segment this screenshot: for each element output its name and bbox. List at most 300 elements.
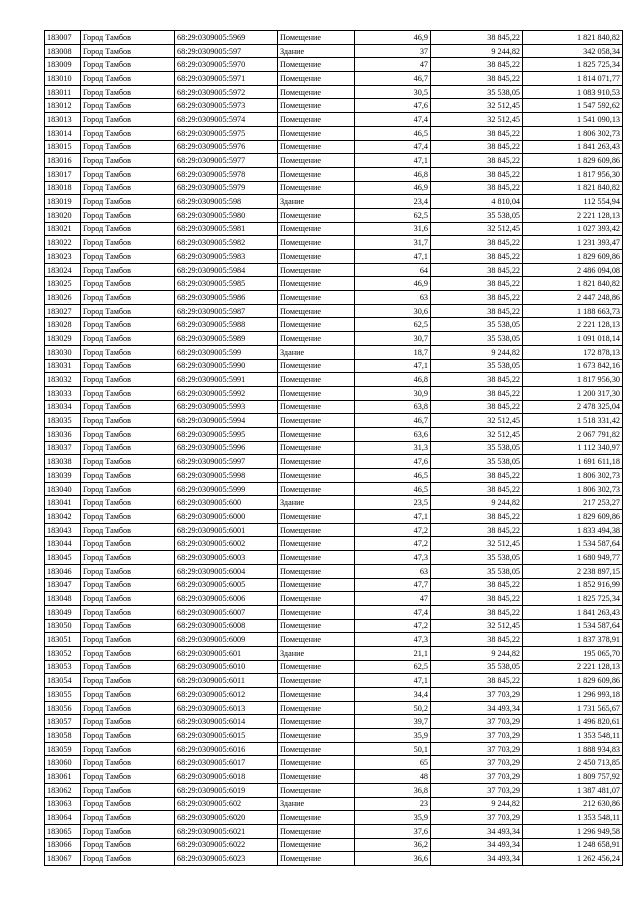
object-type-cell: Помещение bbox=[278, 523, 355, 537]
cadastral-number-cell: 68:29:0309005:6005 bbox=[175, 578, 278, 592]
municipality-cell: Город Тамбов bbox=[81, 797, 175, 811]
table-row bbox=[45, 277, 623, 291]
municipality-cell: Город Тамбов bbox=[81, 496, 175, 510]
row-number-cell: 183051 bbox=[45, 633, 81, 647]
municipality-cell: Город Тамбов bbox=[81, 291, 175, 305]
specific-value-cell: 38 845,22 bbox=[431, 236, 523, 250]
cadastral-number-cell: 68:29:0309005:6012 bbox=[175, 688, 278, 702]
object-type-cell: Помещение bbox=[278, 729, 355, 743]
area-cell: 47,2 bbox=[355, 537, 431, 551]
cadastral-value-cell: 1 852 916,99 bbox=[523, 578, 623, 592]
object-type-cell: Помещение bbox=[278, 386, 355, 400]
object-type-cell: Помещение bbox=[278, 824, 355, 838]
area-cell: 47,4 bbox=[355, 113, 431, 127]
row-number-cell: 183033 bbox=[45, 386, 81, 400]
cadastral-value-cell: 1 817 956,30 bbox=[523, 373, 623, 387]
row-number-cell: 183039 bbox=[45, 469, 81, 483]
cadastral-number-cell: 68:29:0309005:5985 bbox=[175, 277, 278, 291]
municipality-cell: Город Тамбов bbox=[81, 605, 175, 619]
table-row bbox=[45, 441, 623, 455]
object-type-cell: Помещение bbox=[278, 250, 355, 264]
cadastral-value-cell: 2 486 094,08 bbox=[523, 263, 623, 277]
cadastral-value-cell: 1 083 910,53 bbox=[523, 85, 623, 99]
object-type-cell: Помещение bbox=[278, 181, 355, 195]
area-cell: 47,1 bbox=[355, 250, 431, 264]
area-cell: 35,9 bbox=[355, 811, 431, 825]
table-row bbox=[45, 236, 623, 250]
municipality-cell: Город Тамбов bbox=[81, 400, 175, 414]
cadastral-value-cell: 1 534 587,64 bbox=[523, 619, 623, 633]
specific-value-cell: 32 512,45 bbox=[431, 427, 523, 441]
row-number-cell: 183009 bbox=[45, 58, 81, 72]
cadastral-value-cell: 1 541 090,13 bbox=[523, 113, 623, 127]
municipality-cell: Город Тамбов bbox=[81, 469, 175, 483]
row-number-cell: 183065 bbox=[45, 824, 81, 838]
cadastral-number-cell: 68:29:0309005:599 bbox=[175, 345, 278, 359]
specific-value-cell: 38 845,22 bbox=[431, 633, 523, 647]
area-cell: 47,3 bbox=[355, 551, 431, 565]
cadastral-number-cell: 68:29:0309005:602 bbox=[175, 797, 278, 811]
specific-value-cell: 32 512,45 bbox=[431, 537, 523, 551]
table-row bbox=[45, 250, 623, 264]
table-row bbox=[45, 304, 623, 318]
object-type-cell: Помещение bbox=[278, 427, 355, 441]
cadastral-number-cell: 68:29:0309005:6008 bbox=[175, 619, 278, 633]
municipality-cell: Город Тамбов bbox=[81, 838, 175, 852]
cadastral-value-cell: 1 829 609,86 bbox=[523, 154, 623, 168]
cadastral-number-cell: 68:29:0309005:5976 bbox=[175, 140, 278, 154]
area-cell: 31,7 bbox=[355, 236, 431, 250]
municipality-cell: Город Тамбов bbox=[81, 852, 175, 866]
municipality-cell: Город Тамбов bbox=[81, 332, 175, 346]
row-number-cell: 183030 bbox=[45, 345, 81, 359]
cadastral-number-cell: 68:29:0309005:5980 bbox=[175, 208, 278, 222]
row-number-cell: 183041 bbox=[45, 496, 81, 510]
area-cell: 47,4 bbox=[355, 605, 431, 619]
cadastral-value-cell: 195 065,70 bbox=[523, 646, 623, 660]
cadastral-value-cell: 1 496 820,61 bbox=[523, 715, 623, 729]
object-type-cell: Помещение bbox=[278, 222, 355, 236]
municipality-cell: Город Тамбов bbox=[81, 58, 175, 72]
cadastral-number-cell: 68:29:0309005:5984 bbox=[175, 263, 278, 277]
row-number-cell: 183010 bbox=[45, 72, 81, 86]
cadastral-value-cell: 342 058,34 bbox=[523, 44, 623, 58]
table-row bbox=[45, 756, 623, 770]
object-type-cell: Помещение bbox=[278, 441, 355, 455]
row-number-cell: 183046 bbox=[45, 564, 81, 578]
area-cell: 63,6 bbox=[355, 427, 431, 441]
cadastral-number-cell: 68:29:0309005:5993 bbox=[175, 400, 278, 414]
municipality-cell: Город Тамбов bbox=[81, 167, 175, 181]
area-cell: 23,4 bbox=[355, 195, 431, 209]
object-type-cell: Здание bbox=[278, 646, 355, 660]
table-row bbox=[45, 414, 623, 428]
table-row bbox=[45, 660, 623, 674]
row-number-cell: 183053 bbox=[45, 660, 81, 674]
specific-value-cell: 37 703,29 bbox=[431, 756, 523, 770]
row-number-cell: 183058 bbox=[45, 729, 81, 743]
cadastral-number-cell: 68:29:0309005:600 bbox=[175, 496, 278, 510]
object-type-cell: Помещение bbox=[278, 58, 355, 72]
table-row bbox=[45, 359, 623, 373]
table-row bbox=[45, 510, 623, 524]
area-cell: 65 bbox=[355, 756, 431, 770]
row-number-cell: 183028 bbox=[45, 318, 81, 332]
municipality-cell: Город Тамбов bbox=[81, 674, 175, 688]
specific-value-cell: 38 845,22 bbox=[431, 373, 523, 387]
specific-value-cell: 4 810,04 bbox=[431, 195, 523, 209]
cadastral-number-cell: 68:29:0309005:5977 bbox=[175, 154, 278, 168]
cadastral-value-cell: 172 878,13 bbox=[523, 345, 623, 359]
specific-value-cell: 38 845,22 bbox=[431, 386, 523, 400]
cadastral-number-cell: 68:29:0309005:6006 bbox=[175, 592, 278, 606]
table-row bbox=[45, 222, 623, 236]
cadastral-number-cell: 68:29:0309005:6018 bbox=[175, 770, 278, 784]
cadastral-value-cell: 2 067 791,82 bbox=[523, 427, 623, 441]
row-number-cell: 183061 bbox=[45, 770, 81, 784]
cadastral-number-cell: 68:29:0309005:5972 bbox=[175, 85, 278, 99]
specific-value-cell: 37 703,29 bbox=[431, 783, 523, 797]
area-cell: 36,2 bbox=[355, 838, 431, 852]
table-row bbox=[45, 195, 623, 209]
specific-value-cell: 35 538,05 bbox=[431, 208, 523, 222]
municipality-cell: Город Тамбов bbox=[81, 222, 175, 236]
area-cell: 36,8 bbox=[355, 783, 431, 797]
row-number-cell: 183029 bbox=[45, 332, 81, 346]
area-cell: 46,9 bbox=[355, 277, 431, 291]
municipality-cell: Город Тамбов bbox=[81, 31, 175, 45]
cadastral-value-table bbox=[44, 30, 623, 866]
cadastral-number-cell: 68:29:0309005:601 bbox=[175, 646, 278, 660]
area-cell: 18,7 bbox=[355, 345, 431, 359]
object-type-cell: Помещение bbox=[278, 304, 355, 318]
specific-value-cell: 32 512,45 bbox=[431, 99, 523, 113]
municipality-cell: Город Тамбов bbox=[81, 646, 175, 660]
cadastral-number-cell: 68:29:0309005:6003 bbox=[175, 551, 278, 565]
cadastral-number-cell: 68:29:0309005:6002 bbox=[175, 537, 278, 551]
area-cell: 62,5 bbox=[355, 318, 431, 332]
cadastral-number-cell: 68:29:0309005:6014 bbox=[175, 715, 278, 729]
municipality-cell: Город Тамбов bbox=[81, 482, 175, 496]
cadastral-number-cell: 68:29:0309005:6001 bbox=[175, 523, 278, 537]
cadastral-value-cell: 1 262 456,24 bbox=[523, 852, 623, 866]
row-number-cell: 183043 bbox=[45, 523, 81, 537]
cadastral-number-cell: 68:29:0309005:5981 bbox=[175, 222, 278, 236]
municipality-cell: Город Тамбов bbox=[81, 729, 175, 743]
row-number-cell: 183049 bbox=[45, 605, 81, 619]
area-cell: 63,8 bbox=[355, 400, 431, 414]
table-row bbox=[45, 783, 623, 797]
table-row bbox=[45, 715, 623, 729]
object-type-cell: Помещение bbox=[278, 167, 355, 181]
specific-value-cell: 35 538,05 bbox=[431, 660, 523, 674]
cadastral-value-cell: 1 296 993,18 bbox=[523, 688, 623, 702]
cadastral-value-cell: 2 478 325,04 bbox=[523, 400, 623, 414]
table-row bbox=[45, 154, 623, 168]
area-cell: 62,5 bbox=[355, 208, 431, 222]
object-type-cell: Помещение bbox=[278, 674, 355, 688]
specific-value-cell: 38 845,22 bbox=[431, 140, 523, 154]
cadastral-number-cell: 68:29:0309005:5994 bbox=[175, 414, 278, 428]
object-type-cell: Помещение bbox=[278, 208, 355, 222]
cadastral-number-cell: 68:29:0309005:6015 bbox=[175, 729, 278, 743]
cadastral-number-cell: 68:29:0309005:6021 bbox=[175, 824, 278, 838]
cadastral-number-cell: 68:29:0309005:5998 bbox=[175, 469, 278, 483]
row-number-cell: 183024 bbox=[45, 263, 81, 277]
cadastral-value-cell: 1 814 071,77 bbox=[523, 72, 623, 86]
table-row bbox=[45, 537, 623, 551]
area-cell: 46,8 bbox=[355, 167, 431, 181]
object-type-cell: Помещение bbox=[278, 469, 355, 483]
municipality-cell: Город Тамбов bbox=[81, 359, 175, 373]
table-row bbox=[45, 427, 623, 441]
cadastral-value-cell: 1 353 548,11 bbox=[523, 729, 623, 743]
table-row bbox=[45, 455, 623, 469]
table-row bbox=[45, 373, 623, 387]
table-row bbox=[45, 113, 623, 127]
cadastral-number-cell: 68:29:0309005:5974 bbox=[175, 113, 278, 127]
cadastral-value-cell: 1 888 934,83 bbox=[523, 742, 623, 756]
table-row bbox=[45, 291, 623, 305]
table-row bbox=[45, 332, 623, 346]
row-number-cell: 183052 bbox=[45, 646, 81, 660]
table-row bbox=[45, 824, 623, 838]
area-cell: 47,1 bbox=[355, 359, 431, 373]
object-type-cell: Помещение bbox=[278, 332, 355, 346]
cadastral-number-cell: 68:29:0309005:6010 bbox=[175, 660, 278, 674]
municipality-cell: Город Тамбов bbox=[81, 811, 175, 825]
object-type-cell: Помещение bbox=[278, 359, 355, 373]
cadastral-number-cell: 68:29:0309005:598 bbox=[175, 195, 278, 209]
table-row bbox=[45, 852, 623, 866]
object-type-cell: Помещение bbox=[278, 72, 355, 86]
table-row bbox=[45, 523, 623, 537]
table-row bbox=[45, 318, 623, 332]
cadastral-value-cell: 1 248 658,91 bbox=[523, 838, 623, 852]
cadastral-number-cell: 68:29:0309005:5979 bbox=[175, 181, 278, 195]
object-type-cell: Помещение bbox=[278, 551, 355, 565]
cadastral-number-cell: 68:29:0309005:6013 bbox=[175, 701, 278, 715]
cadastral-value-cell: 1 353 548,11 bbox=[523, 811, 623, 825]
row-number-cell: 183019 bbox=[45, 195, 81, 209]
cadastral-number-cell: 68:29:0309005:5992 bbox=[175, 386, 278, 400]
specific-value-cell: 38 845,22 bbox=[431, 72, 523, 86]
specific-value-cell: 32 512,45 bbox=[431, 222, 523, 236]
specific-value-cell: 38 845,22 bbox=[431, 482, 523, 496]
municipality-cell: Город Тамбов bbox=[81, 195, 175, 209]
specific-value-cell: 9 244,82 bbox=[431, 646, 523, 660]
municipality-cell: Город Тамбов bbox=[81, 140, 175, 154]
table-row bbox=[45, 167, 623, 181]
area-cell: 47,4 bbox=[355, 140, 431, 154]
table-row bbox=[45, 126, 623, 140]
cadastral-value-cell: 1 296 949,58 bbox=[523, 824, 623, 838]
cadastral-value-cell: 1 518 331,42 bbox=[523, 414, 623, 428]
object-type-cell: Помещение bbox=[278, 756, 355, 770]
cadastral-number-cell: 68:29:0309005:5969 bbox=[175, 31, 278, 45]
row-number-cell: 183015 bbox=[45, 140, 81, 154]
row-number-cell: 183036 bbox=[45, 427, 81, 441]
object-type-cell: Помещение bbox=[278, 592, 355, 606]
object-type-cell: Здание bbox=[278, 345, 355, 359]
row-number-cell: 183042 bbox=[45, 510, 81, 524]
object-type-cell: Здание bbox=[278, 797, 355, 811]
table-row bbox=[45, 345, 623, 359]
cadastral-value-cell: 1 806 302,73 bbox=[523, 126, 623, 140]
cadastral-number-cell: 68:29:0309005:5983 bbox=[175, 250, 278, 264]
municipality-cell: Город Тамбов bbox=[81, 277, 175, 291]
area-cell: 50,2 bbox=[355, 701, 431, 715]
cadastral-number-cell: 68:29:0309005:5996 bbox=[175, 441, 278, 455]
specific-value-cell: 37 703,29 bbox=[431, 811, 523, 825]
cadastral-value-cell: 1 833 494,38 bbox=[523, 523, 623, 537]
cadastral-number-cell: 68:29:0309005:5997 bbox=[175, 455, 278, 469]
table-row bbox=[45, 263, 623, 277]
cadastral-number-cell: 68:29:0309005:5970 bbox=[175, 58, 278, 72]
area-cell: 46,8 bbox=[355, 373, 431, 387]
row-number-cell: 183037 bbox=[45, 441, 81, 455]
row-number-cell: 183048 bbox=[45, 592, 81, 606]
cadastral-number-cell: 68:29:0309005:6000 bbox=[175, 510, 278, 524]
area-cell: 47,6 bbox=[355, 99, 431, 113]
area-cell: 63 bbox=[355, 564, 431, 578]
row-number-cell: 183062 bbox=[45, 783, 81, 797]
object-type-cell: Помещение bbox=[278, 277, 355, 291]
municipality-cell: Город Тамбов bbox=[81, 824, 175, 838]
area-cell: 63 bbox=[355, 291, 431, 305]
cadastral-value-cell: 1 821 840,82 bbox=[523, 181, 623, 195]
specific-value-cell: 37 703,29 bbox=[431, 742, 523, 756]
table-row bbox=[45, 482, 623, 496]
municipality-cell: Город Тамбов bbox=[81, 72, 175, 86]
specific-value-cell: 9 244,82 bbox=[431, 44, 523, 58]
specific-value-cell: 35 538,05 bbox=[431, 318, 523, 332]
table-row bbox=[45, 592, 623, 606]
table-row bbox=[45, 797, 623, 811]
object-type-cell: Помещение bbox=[278, 605, 355, 619]
cadastral-number-cell: 68:29:0309005:5982 bbox=[175, 236, 278, 250]
object-type-cell: Помещение bbox=[278, 852, 355, 866]
object-type-cell: Помещение bbox=[278, 619, 355, 633]
area-cell: 47,1 bbox=[355, 510, 431, 524]
specific-value-cell: 38 845,22 bbox=[431, 277, 523, 291]
row-number-cell: 183032 bbox=[45, 373, 81, 387]
specific-value-cell: 38 845,22 bbox=[431, 154, 523, 168]
specific-value-cell: 35 538,05 bbox=[431, 332, 523, 346]
row-number-cell: 183027 bbox=[45, 304, 81, 318]
table-row bbox=[45, 31, 623, 45]
specific-value-cell: 9 244,82 bbox=[431, 345, 523, 359]
row-number-cell: 183050 bbox=[45, 619, 81, 633]
object-type-cell: Помещение bbox=[278, 633, 355, 647]
row-number-cell: 183023 bbox=[45, 250, 81, 264]
area-cell: 21,1 bbox=[355, 646, 431, 660]
specific-value-cell: 38 845,22 bbox=[431, 674, 523, 688]
area-cell: 36,6 bbox=[355, 852, 431, 866]
area-cell: 46,5 bbox=[355, 469, 431, 483]
object-type-cell: Помещение bbox=[278, 154, 355, 168]
table-row bbox=[45, 140, 623, 154]
table-row bbox=[45, 811, 623, 825]
municipality-cell: Город Тамбов bbox=[81, 510, 175, 524]
row-number-cell: 183007 bbox=[45, 31, 81, 45]
municipality-cell: Город Тамбов bbox=[81, 756, 175, 770]
municipality-cell: Город Тамбов bbox=[81, 85, 175, 99]
object-type-cell: Помещение bbox=[278, 85, 355, 99]
row-number-cell: 183067 bbox=[45, 852, 81, 866]
row-number-cell: 183008 bbox=[45, 44, 81, 58]
cadastral-value-cell: 1 112 340,97 bbox=[523, 441, 623, 455]
row-number-cell: 183038 bbox=[45, 455, 81, 469]
specific-value-cell: 38 845,22 bbox=[431, 167, 523, 181]
row-number-cell: 183034 bbox=[45, 400, 81, 414]
area-cell: 46,9 bbox=[355, 181, 431, 195]
specific-value-cell: 38 845,22 bbox=[431, 304, 523, 318]
municipality-cell: Город Тамбов bbox=[81, 742, 175, 756]
row-number-cell: 183031 bbox=[45, 359, 81, 373]
area-cell: 30,9 bbox=[355, 386, 431, 400]
area-cell: 37,6 bbox=[355, 824, 431, 838]
row-number-cell: 183025 bbox=[45, 277, 81, 291]
cadastral-value-cell: 1 680 949,77 bbox=[523, 551, 623, 565]
cadastral-number-cell: 68:29:0309005:6009 bbox=[175, 633, 278, 647]
cadastral-value-cell: 2 221 128,13 bbox=[523, 660, 623, 674]
object-type-cell: Помещение bbox=[278, 838, 355, 852]
table-row bbox=[45, 44, 623, 58]
municipality-cell: Город Тамбов bbox=[81, 455, 175, 469]
municipality-cell: Город Тамбов bbox=[81, 263, 175, 277]
area-cell: 30,7 bbox=[355, 332, 431, 346]
specific-value-cell: 35 538,05 bbox=[431, 564, 523, 578]
area-cell: 50,1 bbox=[355, 742, 431, 756]
table-row bbox=[45, 400, 623, 414]
table-row bbox=[45, 496, 623, 510]
specific-value-cell: 35 538,05 bbox=[431, 359, 523, 373]
object-type-cell: Помещение bbox=[278, 811, 355, 825]
cadastral-value-cell: 1 027 393,42 bbox=[523, 222, 623, 236]
cadastral-number-cell: 68:29:0309005:5995 bbox=[175, 427, 278, 441]
object-type-cell: Помещение bbox=[278, 31, 355, 45]
area-cell: 34,4 bbox=[355, 688, 431, 702]
object-type-cell: Помещение bbox=[278, 688, 355, 702]
area-cell: 47 bbox=[355, 592, 431, 606]
object-type-cell: Помещение bbox=[278, 263, 355, 277]
specific-value-cell: 38 845,22 bbox=[431, 126, 523, 140]
municipality-cell: Город Тамбов bbox=[81, 126, 175, 140]
row-number-cell: 183021 bbox=[45, 222, 81, 236]
cadastral-value-cell: 2 238 897,15 bbox=[523, 564, 623, 578]
row-number-cell: 183066 bbox=[45, 838, 81, 852]
cadastral-value-cell: 1 817 956,30 bbox=[523, 167, 623, 181]
municipality-cell: Город Тамбов bbox=[81, 564, 175, 578]
municipality-cell: Город Тамбов bbox=[81, 427, 175, 441]
area-cell: 48 bbox=[355, 770, 431, 784]
cadastral-number-cell: 68:29:0309005:6016 bbox=[175, 742, 278, 756]
specific-value-cell: 34 493,34 bbox=[431, 701, 523, 715]
specific-value-cell: 38 845,22 bbox=[431, 592, 523, 606]
specific-value-cell: 38 845,22 bbox=[431, 291, 523, 305]
area-cell: 23 bbox=[355, 797, 431, 811]
cadastral-value-cell: 1 825 725,34 bbox=[523, 58, 623, 72]
row-number-cell: 183055 bbox=[45, 688, 81, 702]
municipality-cell: Город Тамбов bbox=[81, 345, 175, 359]
object-type-cell: Помещение bbox=[278, 715, 355, 729]
area-cell: 46,5 bbox=[355, 482, 431, 496]
cadastral-number-cell: 68:29:0309005:6011 bbox=[175, 674, 278, 688]
cadastral-value-cell: 1 534 587,64 bbox=[523, 537, 623, 551]
cadastral-value-cell: 1 691 611,18 bbox=[523, 455, 623, 469]
cadastral-number-cell: 68:29:0309005:5987 bbox=[175, 304, 278, 318]
